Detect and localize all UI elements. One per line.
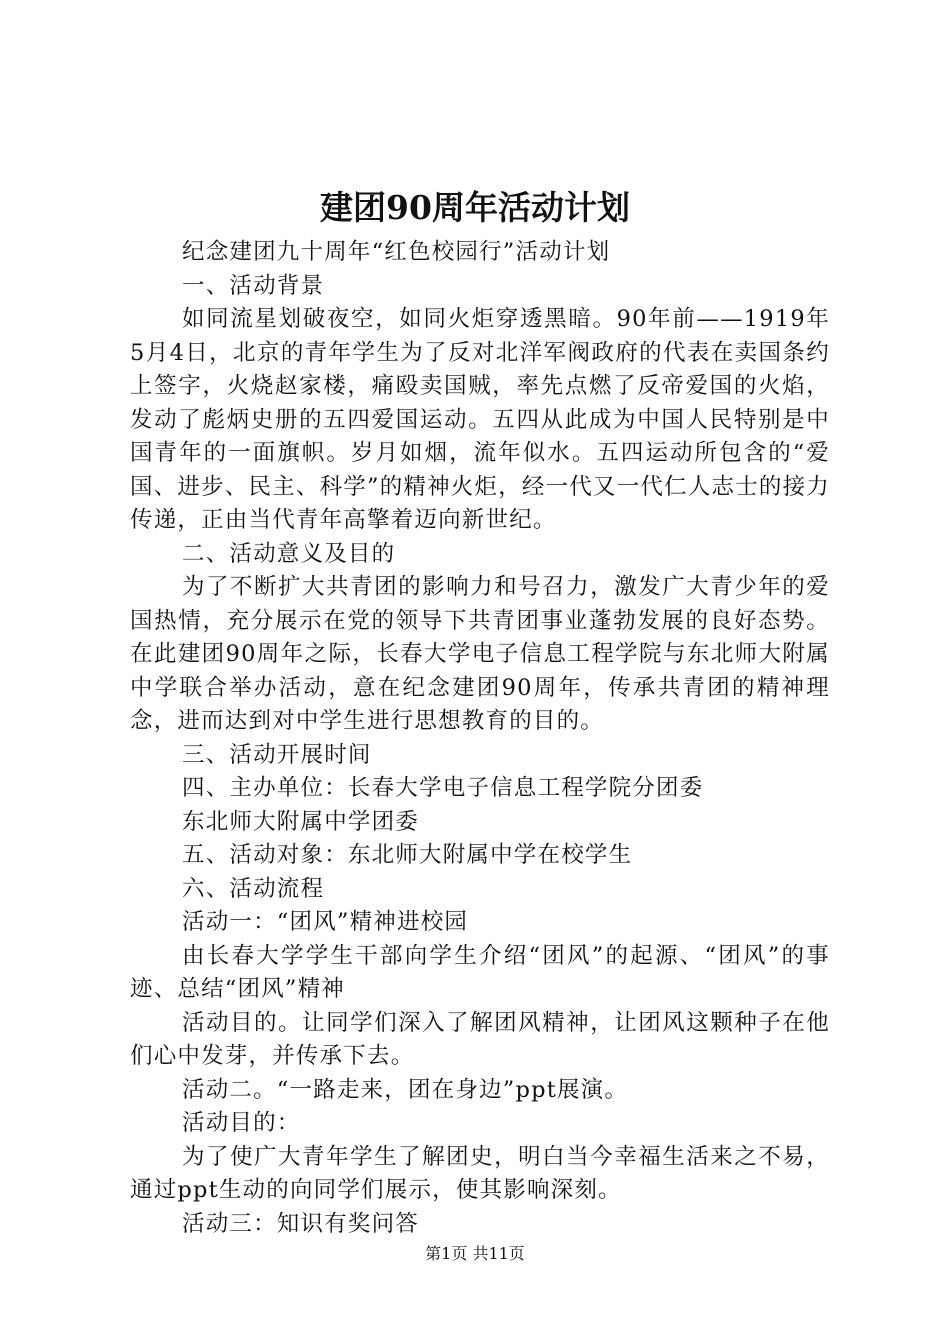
heading-organizer: 四、主办单位：长春大学电子信息工程学院分团委 — [182, 775, 704, 801]
activity-two-purpose-label: 活动目的： — [182, 1110, 301, 1136]
heading-time: 三、活动开展时间 — [182, 741, 372, 768]
heading-purpose: 二、活动意义及目的 — [182, 540, 396, 567]
activity-one-title: 活动一：“团风”精神进校园 — [182, 909, 469, 935]
paragraph-subtitle: 纪念建团九十周年“红色校园行”活动计划 — [182, 239, 611, 265]
paragraph-background: 如同流星划破夜空，如同火炬穿透黑暗。90年前——1919年5月4日，北京的青年学生为了反对北洋军阀政府的代表在卖国条约上签字，火烧赵家楼，痛殴卖国贼，率先点燃了反帝爱国的火焰，发动了彪炳史册的五四爱国运动。五四从此成为中国人民特别是中国青年的一面旗帜。岁月如烟，流年似水。五四运动所包含的“爱国、进步、民主、科学”的精神火炬，经一代又一代仁人志士的接力传递，正由当代青年高擎着迈向新世纪。 — [130, 306, 831, 533]
document-body — [130, 236, 830, 1241]
activity-two-purpose: 为了使广大青年学生了解团史，明白当今幸福生活来之不易，通过ppt生动的向同学们展示，使其影响深刻。 — [130, 1143, 830, 1203]
document-title: 建团90周年活动计划 — [320, 188, 630, 227]
activity-three-title: 活动三：知识有奖问答 — [182, 1210, 420, 1237]
activity-two-title: 活动二。“一路走来，团在身边”ppt展演。 — [182, 1076, 629, 1103]
activity-one-description: 由长春大学学生干部向学生介绍“团风”的起源、“团风”的事迹、总结“团风”精神 — [130, 942, 830, 1002]
page-footer: 第1页 共11页 — [425, 1244, 525, 1263]
heading-participants: 五、活动对象：东北师大附属中学在校学生 — [182, 842, 633, 868]
heading-background: 一、活动背景 — [182, 272, 325, 299]
heading-process: 六、活动流程 — [182, 875, 325, 902]
activity-one-purpose: 活动目的。让同学们深入了解团风精神，让团风这颗种子在他们心中发芽，并传承下去。 — [130, 1009, 830, 1069]
paragraph-purpose: 为了不断扩大共青团的影响力和号召力，激发广大青少年的爱国热情，充分展示在党的领导下共青团事业蓬勃发展的良好态势。在此建团90周年之际，长春大学电子信息工程学院与东北师大附属中学联合举办活动，意在纪念建团90周年，传承共青团的精神理念，进而达到对中学生进行思想教育的目的。 — [130, 574, 830, 734]
paragraph-organizer-2: 东北师大附属中学团委 — [182, 808, 420, 835]
